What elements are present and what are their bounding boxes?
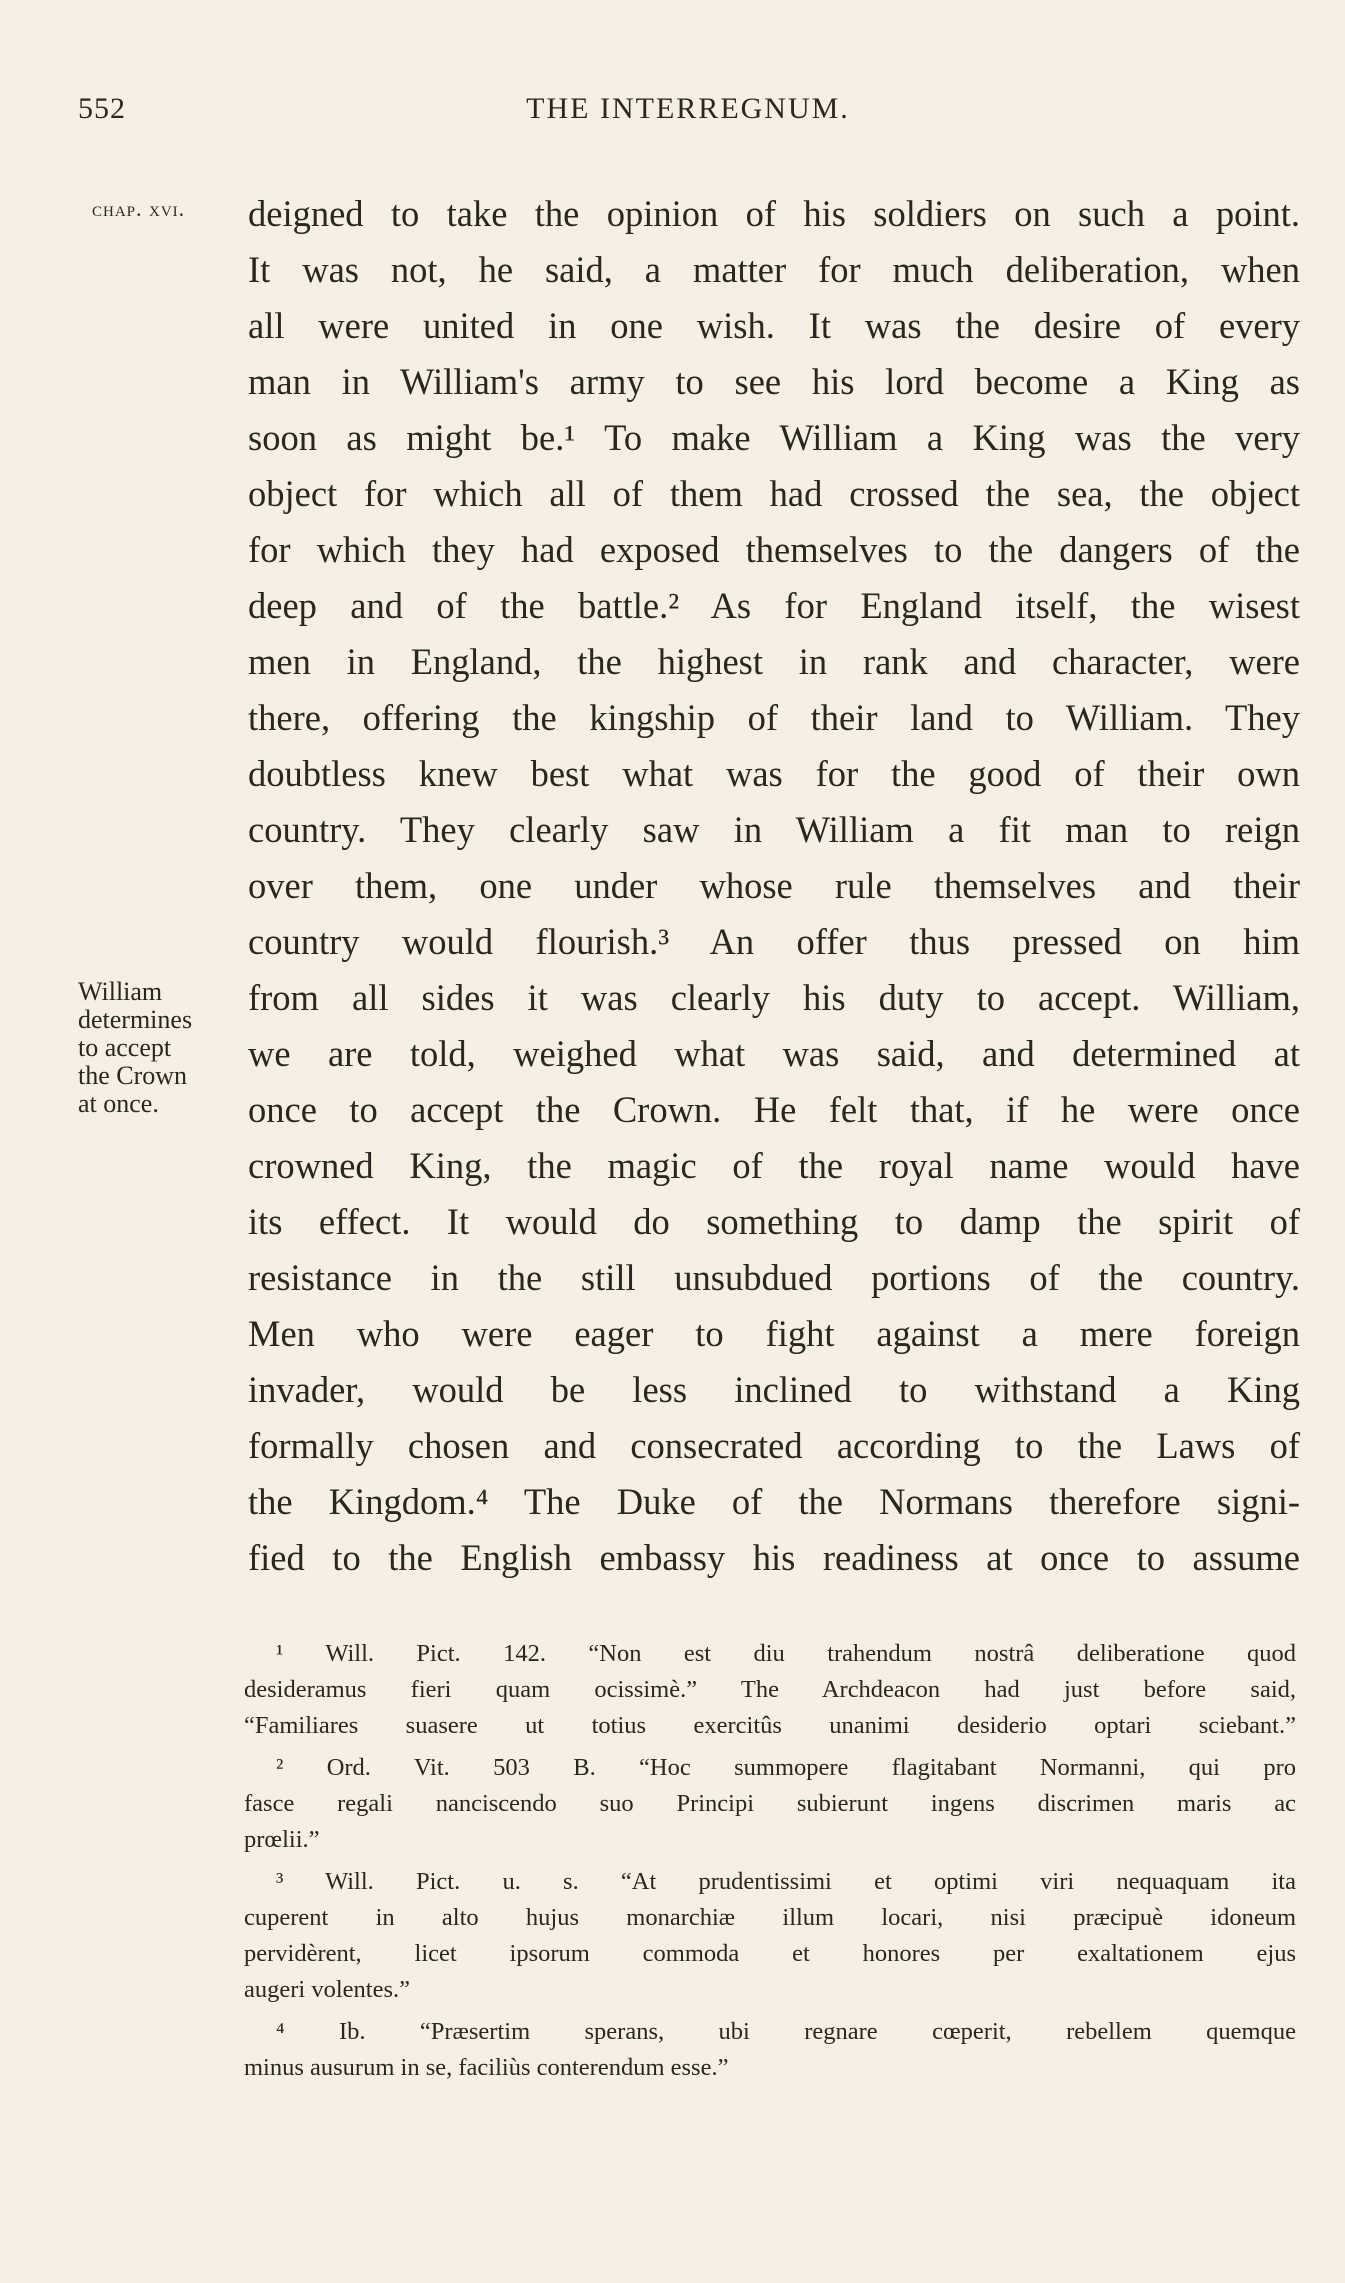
body-line: It was not, he said, a matter for much deliberation, when [248,249,1300,290]
body-line: all were united in one wish. It was the desire of every [248,305,1300,346]
body-line: invader, would be less inclined to withstand a King [248,1369,1300,1410]
body-line: resistance in the still unsubdued portions of the country. [248,1257,1300,1298]
footnote-line: fasce regali nanciscendo suo Principi subierunt ingens discrimen maris ac [244,1790,1296,1817]
footnote-line: augeri volentes.” [244,1976,410,2003]
body-line: there, offering the kingship of their land to William. They [248,697,1300,738]
footnote-line: ² Ord. Vit. 503 B. “Hoc summopere flagitabant Normanni, qui pro [276,1754,1296,1781]
body-line: men in England, the highest in rank and character, were [248,641,1300,682]
body-line: the Kingdom.⁴ The Duke of the Normans therefore signi- [248,1481,1300,1522]
footnote-3 [244,1864,1296,2008]
body-line: deep and of the battle.² As for England itself, the wisest [248,585,1300,626]
body-line: object for which all of them had crossed the sea, the object [248,473,1300,514]
body-line: country. They clearly saw in William a fit man to reign [248,809,1300,850]
footnote-line: cuperent in alto hujus monarchiæ illum locari, nisi præcipuè idoneum [244,1904,1296,1931]
chapter-label: chap. xvi. [92,196,186,221]
footnote-line: pervidèrent, licet ipsorum commoda et honores per exaltationem ejus [244,1940,1296,1967]
sidenote-line: at once. [78,1089,159,1118]
body-line: country would flourish.³ An offer thus pressed on him [248,921,1300,962]
running-title: THE INTERREGNUM. [526,92,850,125]
footnote-line: ³ Will. Pict. u. s. “At prudentissimi et optimi viri nequaquam ita [276,1868,1296,1895]
footnote-4 [244,2014,1296,2086]
footnote-line: ⁴ Ib. “Præsertim sperans, ubi regnare cœperit, rebellem quemque [276,2018,1296,2045]
footnote-line: “Familiares suasere ut totius exercitûs unanimi desiderio optari sciebant.” [244,1712,1296,1739]
body-line: crowned King, the magic of the royal name would have [248,1145,1300,1186]
footnote-line: minus ausurum in se, faciliùs conterendum esse.” [244,2054,729,2081]
running-head [78,92,1298,142]
footnote-line: ¹ Will. Pict. 142. “Non est diu trahendum nostrâ deliberatione quod [276,1640,1296,1667]
footnote-2 [244,1750,1296,1858]
footnotes [244,1636,1296,2092]
sidenote-line: the Crown [78,1061,188,1090]
page-number: 552 [78,92,126,125]
body-line: Men who were eager to fight against a mere foreign [248,1313,1300,1354]
body-line: soon as might be.¹ To make William a King was the very [248,417,1300,458]
body-line: for which they had exposed themselves to the dangers of the [248,529,1300,570]
body-line: once to accept the Crown. He felt that, if he were once [248,1089,1300,1130]
body-line: we are told, weighed what was said, and determined at [248,1033,1300,1074]
body-line: man in William's army to see his lord become a King as [248,361,1300,402]
body-line: formally chosen and consecrated according to the Laws of [248,1425,1300,1466]
body-text [248,186,1300,1586]
sidenote [78,978,258,1118]
sidenote-line: William [78,977,163,1006]
footnote-1 [244,1636,1296,1744]
body-line: deigned to take the opinion of his soldiers on such a point. [248,193,1300,234]
footnote-line: prœlii.” [244,1826,320,1853]
body-line: over them, one under whose rule themselves and their [248,865,1300,906]
footnote-line: desideramus fieri quam ocissimè.” The Archdeacon had just before said, [244,1676,1296,1703]
body-line: from all sides it was clearly his duty to accept. William, [248,977,1300,1018]
body-line: fied to the English embassy his readiness at once to assume [248,1537,1300,1578]
margin-notes [78,0,253,2283]
body-line: its effect. It would do something to damp the spirit of [248,1201,1300,1242]
sidenote-line: determines [78,1005,193,1034]
body-line: doubtless knew best what was for the good of their own [248,753,1300,794]
sidenote-line: to accept [78,1033,172,1062]
